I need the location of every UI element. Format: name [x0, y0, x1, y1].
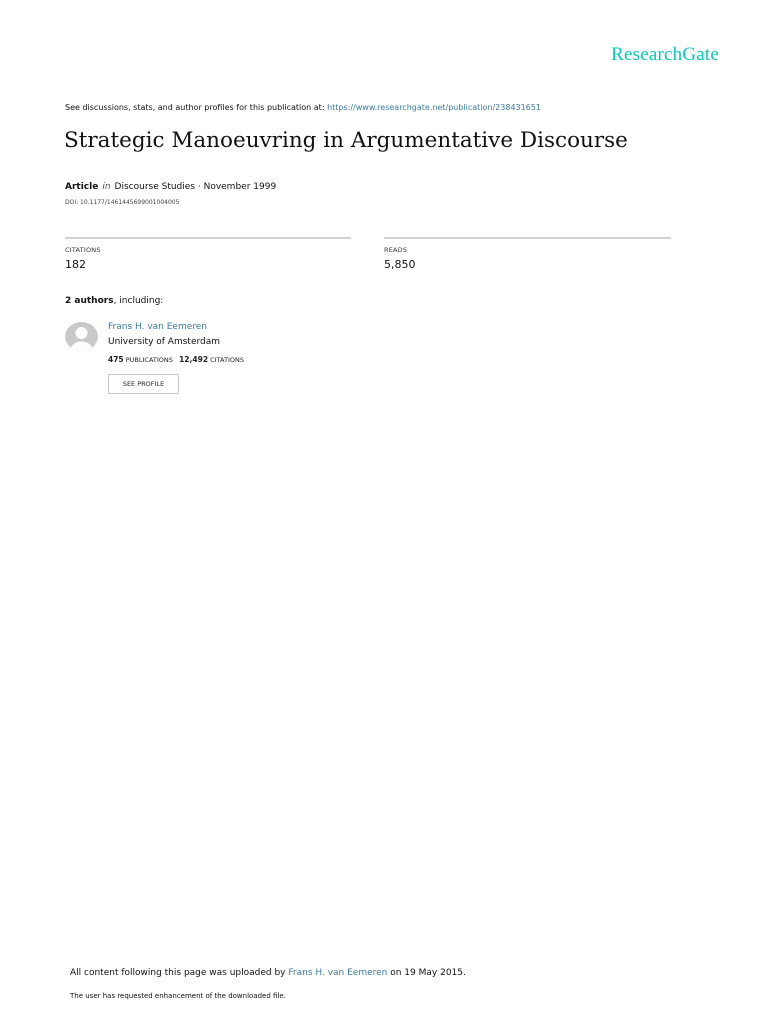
author-name-link[interactable]: Frans H. van Eemeren	[108, 322, 207, 332]
author-citations-count: 12,492	[179, 355, 209, 364]
journal-date: Discourse Studies · November 1999	[114, 182, 277, 192]
publication-url-link[interactable]: https://www.researchgate.net/publication/238431651	[327, 103, 541, 112]
see-discussions-line	[65, 103, 541, 112]
author-institution: University of Amsterdam	[108, 337, 221, 347]
see-profile-button[interactable]: SEE PROFILE	[108, 374, 179, 394]
upload-prefix: All content following this page was uploaded by	[70, 968, 289, 978]
citations-value: 182	[65, 258, 86, 271]
publication-title: Strategic Manoeuvring in Argumentative Discourse	[64, 128, 628, 153]
see-discussions-text: See discussions, stats, and author profiles for this publication at:	[65, 103, 328, 112]
publication-type: Article	[65, 182, 99, 192]
reads-value: 5,850	[384, 258, 416, 271]
uploader-name-link[interactable]: Frans H. van Eemeren	[288, 968, 388, 978]
researchgate-logo: ResearchGate	[611, 44, 719, 65]
doi: DOI: 10.1177/1461445699001004005	[65, 199, 180, 206]
citations-label: CITATIONS	[65, 246, 101, 254]
authors-heading	[65, 296, 163, 306]
author-stats	[108, 355, 244, 364]
enhancement-note: The user has requested enhancement of the downloaded file.	[70, 992, 286, 1000]
author-citations-label: CITATIONS	[210, 356, 244, 364]
citations-divider	[65, 237, 351, 239]
reads-divider	[384, 237, 671, 239]
authors-including: , including:	[113, 296, 164, 306]
in-word: in	[102, 182, 111, 192]
upload-suffix: on 19 May 2015.	[387, 968, 466, 978]
authors-count: 2 authors	[65, 296, 114, 306]
publication-meta	[65, 182, 276, 192]
upload-note	[70, 968, 466, 978]
author-publications-count: 475	[108, 355, 124, 364]
author-publications-label: PUBLICATIONS	[125, 356, 173, 364]
reads-label: READS	[384, 246, 408, 254]
default-avatar-icon[interactable]	[65, 322, 98, 351]
